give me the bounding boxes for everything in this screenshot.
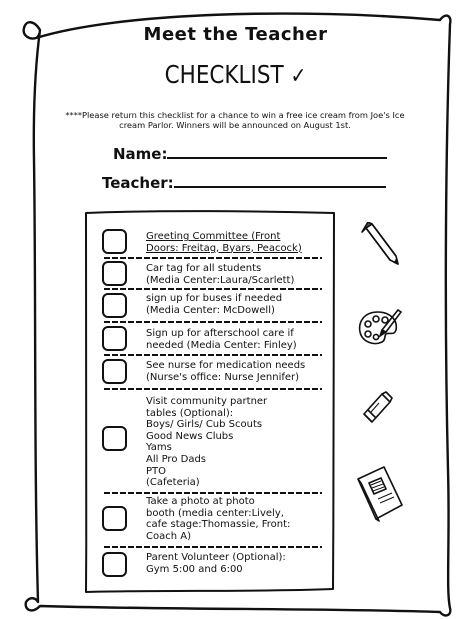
checkbox[interactable] [102, 326, 127, 351]
checkbox[interactable] [102, 552, 127, 577]
checkbox[interactable] [102, 293, 127, 318]
checklist-word: CHECKLIST [164, 60, 284, 89]
teacher-blank-line[interactable] [174, 174, 386, 188]
checklist [86, 211, 334, 591]
check-mark-icon: ✓ [290, 64, 307, 89]
notebook-icon [354, 465, 406, 525]
item-text: Greeting Committee (Front Doors: Freitag, Byars, Peacock) [146, 231, 302, 254]
checklist-heading [33, 60, 438, 89]
teacher-field[interactable] [102, 174, 386, 192]
checkbox[interactable] [102, 261, 127, 286]
paint-palette-icon [356, 306, 402, 348]
checkbox[interactable] [102, 506, 127, 531]
item-text: Visit community partner tables (Optional): Boys/ Girls/ Cub Scouts Good News Clubs Yams All Pro Dads PTO (Cafeteria) [146, 396, 268, 489]
page-title: Meet the Teacher [143, 24, 328, 45]
checkbox[interactable] [102, 229, 127, 254]
checkbox[interactable] [102, 426, 127, 451]
item-text: sign up for buses if needed (Media Center: McDowell) [146, 293, 283, 316]
pencil-icon [356, 222, 402, 268]
item-text: Parent Volunteer (Optional): Gym 5:00 and 6:00 [146, 552, 286, 575]
item-text: Car tag for all students (Media Center:Laura/Scarlett) [146, 263, 295, 286]
name-blank-line[interactable] [167, 145, 387, 159]
item-text: Take a photo at photo booth (media center:Lively, cafe stage:Thomassie, Front: Coach A) [146, 496, 291, 542]
item-text: See nurse for medication needs (Nurse's office: Nurse Jennifer) [146, 360, 306, 383]
item-text: Sign up for afterschool care if needed (Media Center: Finley) [146, 328, 297, 351]
raffle-notice: ****Please return this checklist for a chance to win a free ice cream from Joe's Ice cream Parlor. Winners will be announced on August 1st. [65, 110, 405, 130]
checkbox[interactable] [102, 359, 127, 384]
eraser-icon [360, 390, 394, 426]
name-label: Name: [113, 145, 168, 163]
teacher-label: Teacher: [102, 174, 174, 192]
name-field[interactable] [113, 145, 387, 163]
